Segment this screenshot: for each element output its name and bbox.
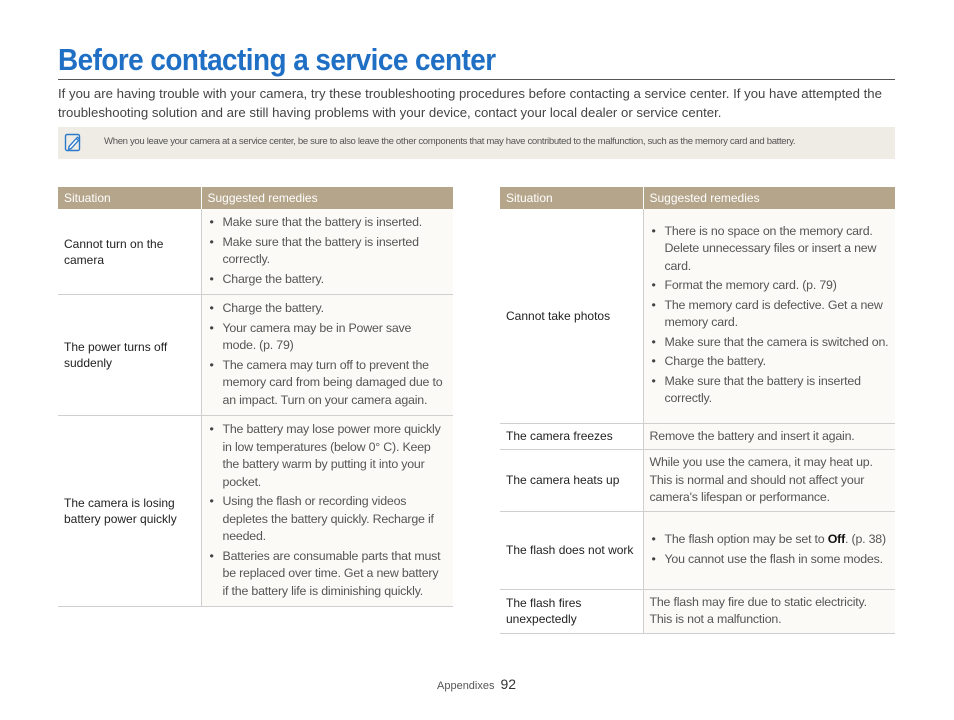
situation-cell: The power turns off suddenly [58, 295, 201, 416]
remedy-item: • The memory card is defective. Get a new memory card. [650, 297, 890, 332]
situation-cell: The camera is losing battery power quickly [58, 416, 201, 607]
column-header-remedies: Suggested remedies [643, 187, 895, 209]
remedy-item: • Your camera may be in Power save mode. (p. 79) [208, 320, 448, 355]
table-row [500, 450, 895, 512]
table-row [500, 209, 895, 423]
situation-cell: The camera freezes [500, 423, 643, 450]
title-divider [58, 79, 895, 80]
remedy-item: • Make sure that the camera is switched on. [650, 334, 890, 352]
remedy-item: • The camera may turn off to prevent the memory card from being damaged due to an impact. Turn on your camera again. [208, 357, 448, 410]
remedies-cell [201, 295, 453, 416]
remedy-text: The flash option may be set to [664, 532, 828, 546]
intro-paragraph: If you are having trouble with your camera, try these troubleshooting procedures before contacting a service center. If you have attempted the troubleshooting solution and are still having problems with your device, contact your local dealer or service center. [58, 86, 882, 120]
table-row [500, 589, 895, 633]
situation-cell: The flash fires unexpectedly [500, 589, 643, 633]
remedy-item: • Format the memory card. (p. 79) [650, 277, 890, 295]
remedy-item: • You cannot use the flash in some modes. [650, 551, 890, 569]
note-box [58, 127, 895, 159]
table-row [500, 423, 895, 450]
table-header-row [58, 187, 453, 209]
situation-cell: The flash does not work [500, 511, 643, 589]
column-header-situation: Situation [58, 187, 201, 209]
remedy-item [650, 531, 890, 549]
remedies-cell [201, 209, 453, 295]
remedies-cell [201, 416, 453, 607]
remedies-cell [643, 209, 895, 423]
table-row [58, 416, 453, 607]
column-header-situation: Situation [500, 187, 643, 209]
remedies-cell: Remove the battery and insert it again. [643, 423, 895, 450]
footer-section: Appendixes [437, 680, 495, 692]
situation-cell: The camera heats up [500, 450, 643, 512]
note-pencil-icon [64, 133, 83, 152]
column-header-remedies: Suggested remedies [201, 187, 453, 209]
table-header-row [500, 187, 895, 209]
table-row [58, 295, 453, 416]
flash-off-option: Off [827, 532, 846, 546]
remedy-item: • Batteries are consumable parts that must be replaced over time. Get a new battery if the battery life is diminishing quickly. [208, 548, 448, 601]
page-number: 92 [500, 676, 517, 692]
remedy-item: • Make sure that the battery is inserted correctly. [650, 373, 890, 408]
page-title: Before contacting a service center [58, 42, 496, 77]
remedy-item: • Charge the battery. [208, 300, 448, 318]
troubleshooting-table-left [58, 187, 453, 607]
remedy-item: • There is no space on the memory card. Delete unnecessary files or insert a new card. [650, 223, 890, 276]
remedy-item: • Make sure that the battery is inserted. [208, 214, 448, 232]
situation-cell: Cannot take photos [500, 209, 643, 423]
remedies-cell: While you use the camera, it may heat up. This is normal and should not affect your camera's lifespan or performance. [643, 450, 895, 512]
table-row [500, 511, 895, 589]
note-text: When you leave your camera at a service center, be sure to also leave the other components that may have contributed to the malfunction, such as the memory card and battery. [104, 136, 796, 147]
troubleshooting-table-right [500, 187, 895, 634]
remedy-item: • Charge the battery. [208, 271, 448, 289]
remedy-item: • Using the flash or recording videos depletes the battery quickly. Recharge if needed. [208, 493, 448, 546]
remedy-item: • Charge the battery. [650, 353, 890, 371]
remedies-cell: The flash may fire due to static electricity. This is not a malfunction. [643, 589, 895, 633]
table-row [58, 209, 453, 295]
remedy-text: . (p. 38) [845, 532, 886, 546]
remedy-item: • The battery may lose power more quickly in low temperatures (below 0° C). Keep the battery warm by putting it into your pocket. [208, 421, 448, 491]
remedy-item: • Make sure that the battery is inserted correctly. [208, 234, 448, 269]
page-footer [437, 676, 516, 692]
situation-cell: Cannot turn on the camera [58, 209, 201, 295]
remedies-cell [643, 511, 895, 589]
